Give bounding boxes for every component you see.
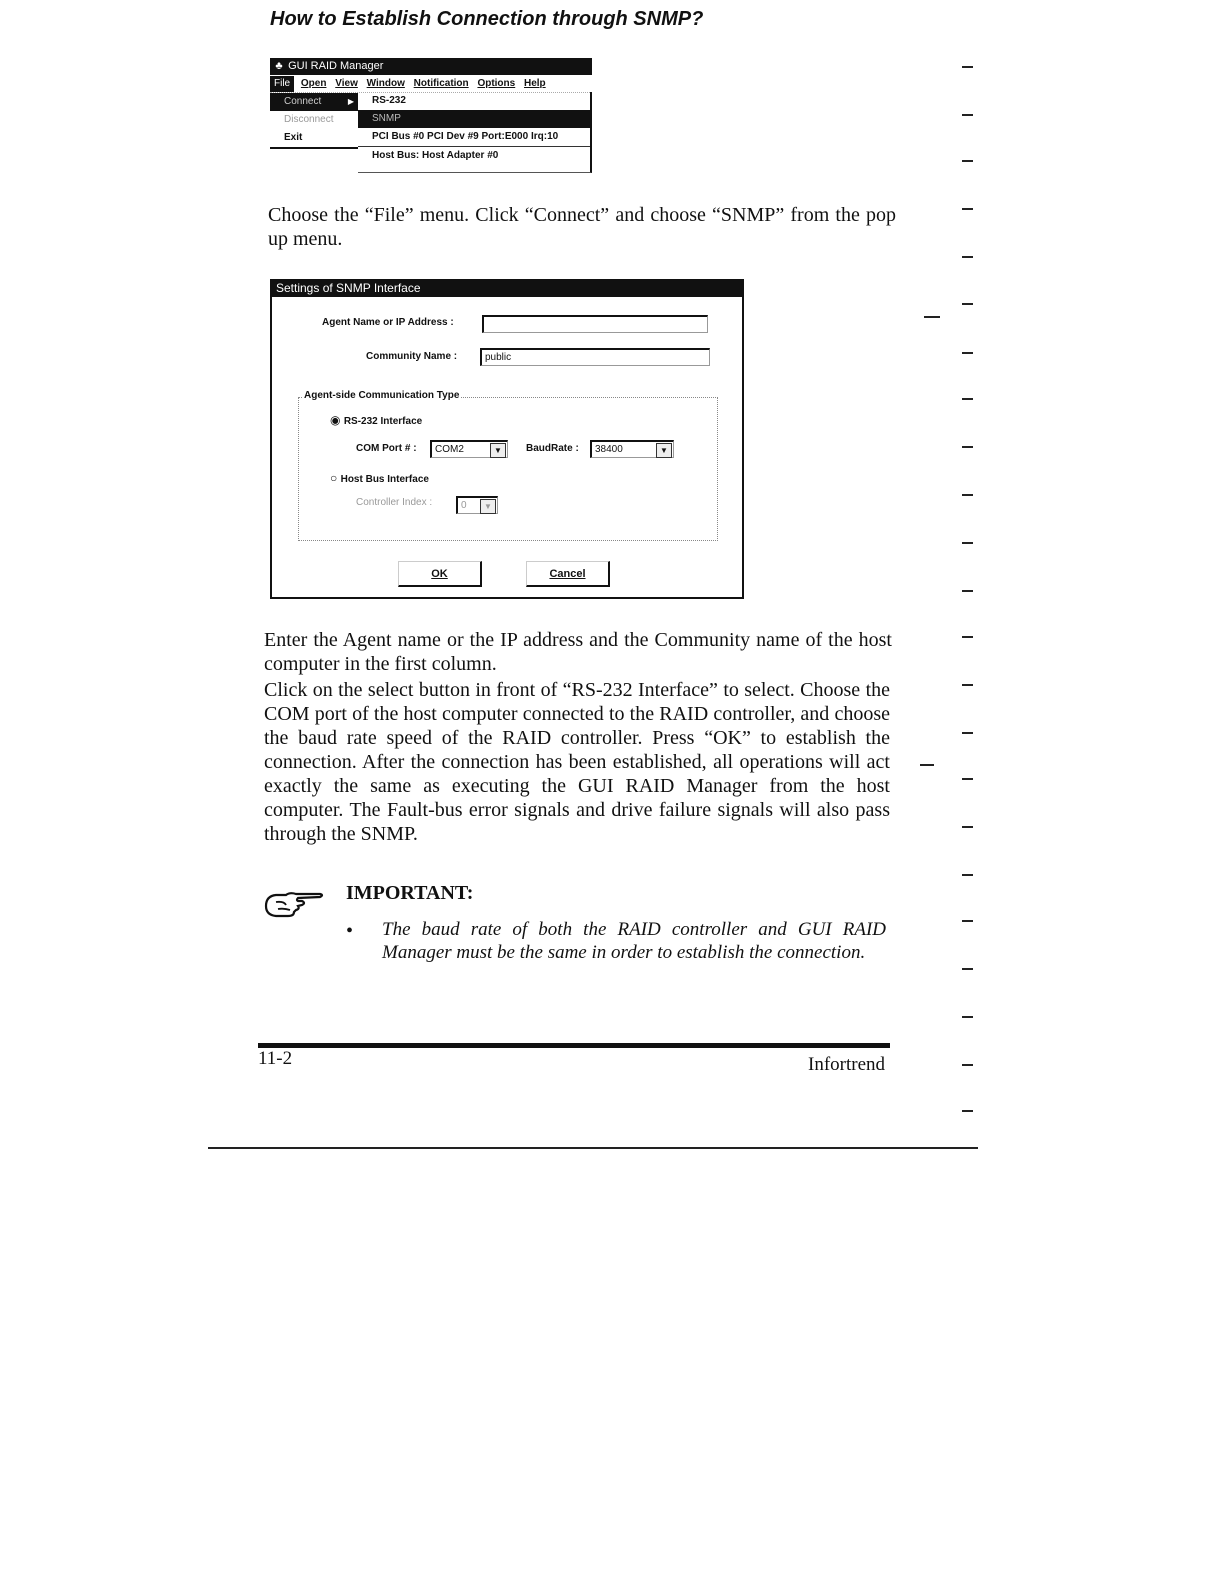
menu-notification[interactable]: Notification xyxy=(413,78,469,89)
margin-mark xyxy=(962,256,973,258)
connect-submenu xyxy=(358,92,592,173)
footer-brand: Infortrend xyxy=(808,1054,886,1075)
margin-mark xyxy=(962,352,973,354)
margin-mark xyxy=(962,494,973,496)
community-name-label: Community Name : xyxy=(366,351,458,362)
radio-selected-icon: ◉ xyxy=(330,413,341,427)
agent-name-label: Agent Name or IP Address : xyxy=(322,317,454,328)
margin-mark xyxy=(962,66,973,68)
margin-mark xyxy=(962,303,973,305)
menu-item-exit[interactable]: Exit xyxy=(270,129,358,149)
instruction-paragraph-1: Choose the “File” menu. Click “Connect” and choose “SNMP” from the pop up menu. xyxy=(268,204,896,250)
ok-button[interactable] xyxy=(398,561,482,587)
page-number: 11-2 xyxy=(258,1048,293,1069)
baud-rate-select[interactable] xyxy=(590,440,674,458)
margin-mark xyxy=(962,446,973,448)
margin-mark xyxy=(962,114,973,116)
controller-index-select[interactable] xyxy=(456,496,498,514)
bottom-rule xyxy=(208,1147,978,1149)
cancel-button-label: Cancel xyxy=(549,568,586,580)
dropdown-arrow-icon[interactable]: ▼ xyxy=(490,443,506,458)
pointing-hand-icon xyxy=(262,888,326,927)
submenu-item-rs232[interactable]: RS-232 xyxy=(372,95,406,106)
host-bus-radio[interactable] xyxy=(330,471,429,485)
menu-view[interactable]: View xyxy=(335,78,358,89)
footer-rule xyxy=(258,1043,890,1048)
agent-name-input[interactable] xyxy=(482,315,708,333)
margin-mark xyxy=(962,590,973,592)
bullet: • xyxy=(346,920,354,942)
margin-mark xyxy=(962,920,973,922)
menu-item-connect-label: Connect xyxy=(284,96,322,107)
menu-options[interactable]: Options xyxy=(477,78,516,89)
com-port-label: COM Port # : xyxy=(356,443,417,454)
baud-rate-value: 38400 xyxy=(595,444,623,455)
submenu-item-snmp[interactable]: SNMP xyxy=(358,110,590,128)
cancel-button[interactable] xyxy=(526,561,610,587)
window-title-bar xyxy=(270,58,592,75)
margin-mark xyxy=(962,398,973,400)
section-heading: How to Establish Connection through SNMP? xyxy=(270,8,704,30)
important-label: IMPORTANT: xyxy=(346,882,474,904)
margin-mark xyxy=(962,826,973,828)
submenu-arrow-icon: ▶ xyxy=(347,97,354,106)
controller-index-label: Controller Index : xyxy=(356,497,433,508)
menu-window[interactable]: Window xyxy=(366,78,405,89)
submenu-item-host-bus[interactable]: Host Bus: Host Adapter #0 xyxy=(372,150,499,161)
margin-mark xyxy=(962,1064,973,1066)
community-name-input[interactable]: public xyxy=(480,348,710,366)
file-dropdown xyxy=(270,93,358,153)
communication-type-group-title: Agent-side Communication Type xyxy=(304,390,460,401)
host-bus-label: Host Bus Interface xyxy=(340,474,429,485)
radio-unselected-icon: ○ xyxy=(330,471,338,485)
menu-help[interactable]: Help xyxy=(524,78,546,89)
margin-mark xyxy=(962,874,973,876)
instruction-paragraph-3: Click on the select button in front of “RS-232 Interface” to select. Choose the COM port of the host computer connected to the RAID controller, and choose the baud rate speed of the RAID controller. Press “OK” to establish the connection. After the connection has been established, all operations will act exactly the same as executing the GUI RAID Manager from the host computer. The Fault-bus error signals and drive failure signals will also pass through the SNMP. xyxy=(264,679,890,845)
baud-rate-label: BaudRate : xyxy=(526,443,579,454)
submenu-item-pci[interactable]: PCI Bus #0 PCI Dev #9 Port:E000 Irq:10 xyxy=(358,128,590,147)
rs232-radio[interactable] xyxy=(330,413,422,427)
margin-mark xyxy=(924,316,940,318)
menu-bar xyxy=(270,76,592,93)
gui-raid-manager-screenshot xyxy=(270,58,592,174)
app-icon: ♣ xyxy=(275,60,283,72)
margin-mark xyxy=(962,208,973,210)
controller-index-value: 0 xyxy=(461,500,467,511)
dialog-title: Settings of SNMP Interface xyxy=(272,279,742,297)
ok-button-label: OK xyxy=(431,568,448,580)
margin-mark xyxy=(962,778,973,780)
margin-mark xyxy=(962,968,973,970)
dropdown-arrow-icon[interactable]: ▼ xyxy=(656,443,672,458)
menu-file[interactable]: File xyxy=(270,76,294,92)
margin-mark xyxy=(962,1110,973,1112)
menu-item-connect[interactable] xyxy=(270,93,358,111)
instruction-paragraph-2: Enter the Agent name or the IP address and the Community name of the host computer in the first column. xyxy=(264,629,892,675)
important-note-text: The baud rate of both the RAID controller and GUI RAID Manager must be the same in order to establish the connection. xyxy=(382,919,886,963)
snmp-settings-dialog xyxy=(270,279,744,599)
menu-open[interactable]: Open xyxy=(300,78,327,89)
com-port-select[interactable] xyxy=(430,440,508,458)
dropdown-arrow-icon[interactable]: ▼ xyxy=(480,499,496,514)
margin-mark xyxy=(920,764,934,766)
margin-mark xyxy=(962,542,973,544)
menu-item-disconnect[interactable]: Disconnect xyxy=(284,114,334,125)
margin-mark xyxy=(962,1016,973,1018)
margin-mark xyxy=(962,160,973,162)
margin-mark xyxy=(962,732,973,734)
com-port-value: COM2 xyxy=(435,444,464,455)
rs232-label: RS-232 Interface xyxy=(343,416,423,427)
window-title: GUI RAID Manager xyxy=(288,60,384,72)
margin-mark xyxy=(962,636,973,638)
margin-mark xyxy=(962,684,973,686)
